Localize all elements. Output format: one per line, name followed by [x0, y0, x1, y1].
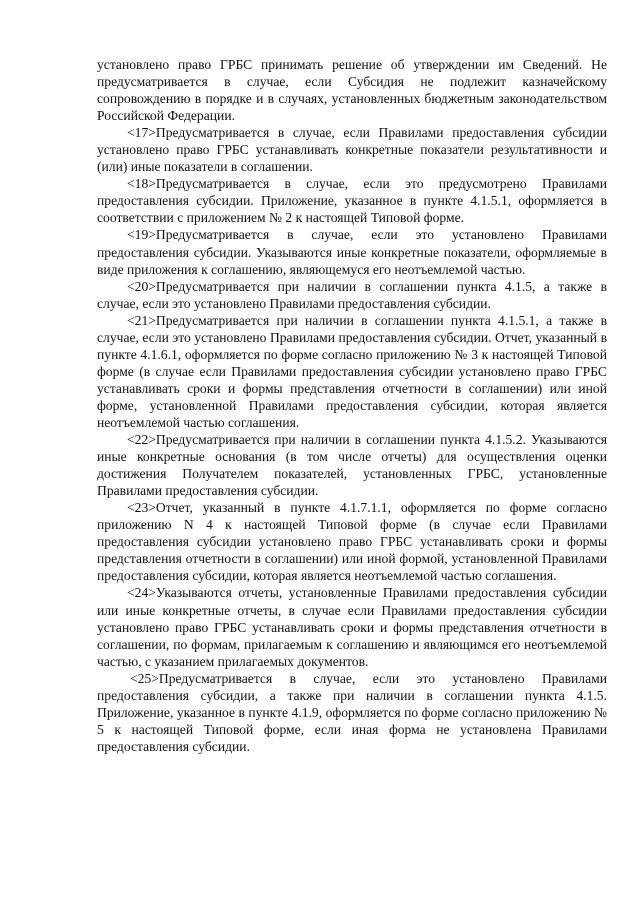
footnote-25: <25>Предусматривается в случае, если это установлено Правилами предоставления субсидии, а также при наличии в соглашении пункта 4.1.5. Приложение, указанное в пункте 4.1.9, оформляется по форме согласно приложению № 5 к настоящей Типовой форме, если иная форма не установлена Правилами предоставления субсидии.: [97, 670, 607, 754]
paragraph-continuation: установлено право ГРБС принимать решение об утверждении им Сведений. Не предусматривается в случае, если Субсидия не подлежит казначейскому сопровождению в порядке и в случаях, установленных бюджетным законодательством Российской Федерации.: [97, 57, 607, 124]
footnote-21: <21>Предусматривается при наличии в соглашении пункта 4.1.5.1, а также в случае, если это установлено Правилами предоставления субсидии. Отчет, указанный в пункте 4.1.6.1, оформляется по форме согласно приложению № 3 к настоящей Типовой форме (в случае если Правилами предоставления субсидии установлено право ГРБС устанавливать сроки и формы представления отчетности в соглашении) или иной форме, установленной Правилами предоставления субсидии, которая является неотъемлемой частью соглашения.: [97, 312, 607, 430]
footnote-19: <19>Предусматривается в случае, если это установлено Правилами предоставления субсидии. Указываются иные конкретные показатели, оформляемые в виде приложения к соглашению, являющемуся его неотъемлемой частью.: [97, 227, 607, 277]
document-page: [97, 56, 607, 755]
footnote-23: <23>Отчет, указанный в пункте 4.1.7.1.1, оформляется по форме согласно приложению N 4 к настоящей Типовой форме (в случае если Правилами предоставления субсидии установлено право ГРБС устанавливать сроки и формы представления отчетности в соглашении) или иной формой, установленной Правилами предоставления субсидии, которая является неотъемлемой частью соглашения.: [97, 500, 607, 584]
footnote-17: <17>Предусматривается в случае, если Правилами предоставления субсидии установлено право ГРБС устанавливать конкретные показатели результативности и (или) иные показатели в соглашении.: [97, 125, 607, 175]
footnote-20: <20>Предусматривается при наличии в соглашении пункта 4.1.5, а также в случае, если это установлено Правилами предоставления субсидии.: [97, 278, 607, 311]
footnote-24: <24>Указываются отчеты, установленные Правилами предоставления субсидии или иные конкретные отчеты, в случае если Правилами предоставления субсидии установлено право ГРБС устанавливать сроки и формы представления отчетности в соглашении, по формам, прилагаемым к соглашению и являющимся его неотъемлемой частью, с указанием прилагаемых документов.: [97, 585, 607, 669]
footnote-22: <22>Предусматривается при наличии в соглашении пункта 4.1.5.2. Указываются иные конкретные основания (в том числе отчеты) для осуществления оценки достижения Получателем показателей, установленных ГРБС, установленные Правилами предоставления субсидии.: [97, 432, 607, 499]
footnote-18: <18>Предусматривается в случае, если это предусмотрено Правилами предоставления субсидии. Приложение, указанное в пункте 4.1.5.1, оформляется в соответствии с приложением № 2 к настоящей Типовой форме.: [97, 176, 607, 226]
